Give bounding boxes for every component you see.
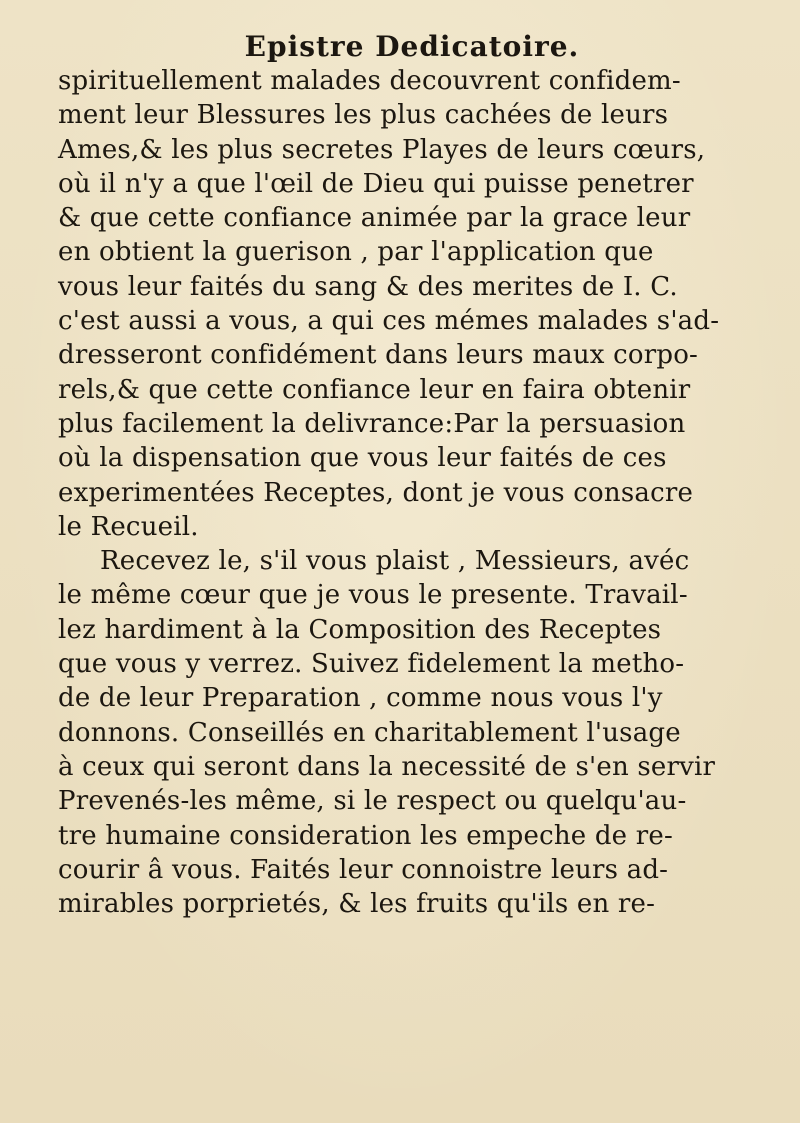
- text-line: Ames,& les plus secretes Playes de leurs cœurs,: [58, 134, 706, 165]
- text-line: Prevenés-les même, si le respect ou quelqu'au-: [58, 786, 687, 817]
- text-line: vous leur faités du sang & des merites de I. C.: [58, 271, 678, 302]
- text-line: c'est aussi a vous, a qui ces mémes malades s'ad-: [58, 306, 720, 337]
- text-line: donnons. Conseillés en charitablement l'usage: [58, 717, 681, 748]
- text-line: le Recueil.: [58, 511, 199, 542]
- text-line: à ceux qui seront dans la necessité de s'en servir: [58, 751, 716, 782]
- text-line: & que cette confiance animée par la grace leur: [58, 203, 691, 234]
- text-line: de de leur Preparation , comme nous vous l'y: [58, 683, 663, 714]
- running-head: Epistre Dedicatoire.: [244, 30, 580, 63]
- body-text: [58, 64, 766, 921]
- text-line: où il n'y a que l'œil de Dieu qui puisse penetrer: [58, 168, 694, 199]
- text-line: mirables porprietés, & les fruits qu'ils en re-: [58, 889, 656, 920]
- paragraph-start-line: Recevez le, s'il vous plaist , Messieurs, avéc: [100, 546, 690, 577]
- text-line: en obtient la guerison , par l'application que: [58, 237, 654, 268]
- text-line: où la dispensation que vous leur faités de ces: [58, 443, 667, 474]
- text-line: plus facilement la delivrance:Par la persuasion: [58, 408, 686, 439]
- text-line: experimentées Receptes, dont je vous consacre: [58, 477, 694, 508]
- text-line: ment leur Blessures les plus cachées de leurs: [58, 100, 669, 131]
- text-line: lez hardiment à la Composition des Receptes: [58, 614, 662, 645]
- text-line: le même cœur que je vous le presente. Travail-: [58, 580, 688, 611]
- text-line: tre humaine consideration les empeche de re-: [58, 820, 673, 851]
- text-line: que vous y verrez. Suivez fidelement la metho-: [58, 649, 685, 680]
- text-line: rels,& que cette confiance leur en faira obtenir: [58, 374, 691, 405]
- text-line: courir â vous. Faités leur connoistre leurs ad-: [58, 854, 669, 885]
- text-line: dresseront confidément dans leurs maux corpo-: [58, 340, 699, 371]
- text-line: spirituellement malades decouvrent confidem-: [58, 66, 681, 96]
